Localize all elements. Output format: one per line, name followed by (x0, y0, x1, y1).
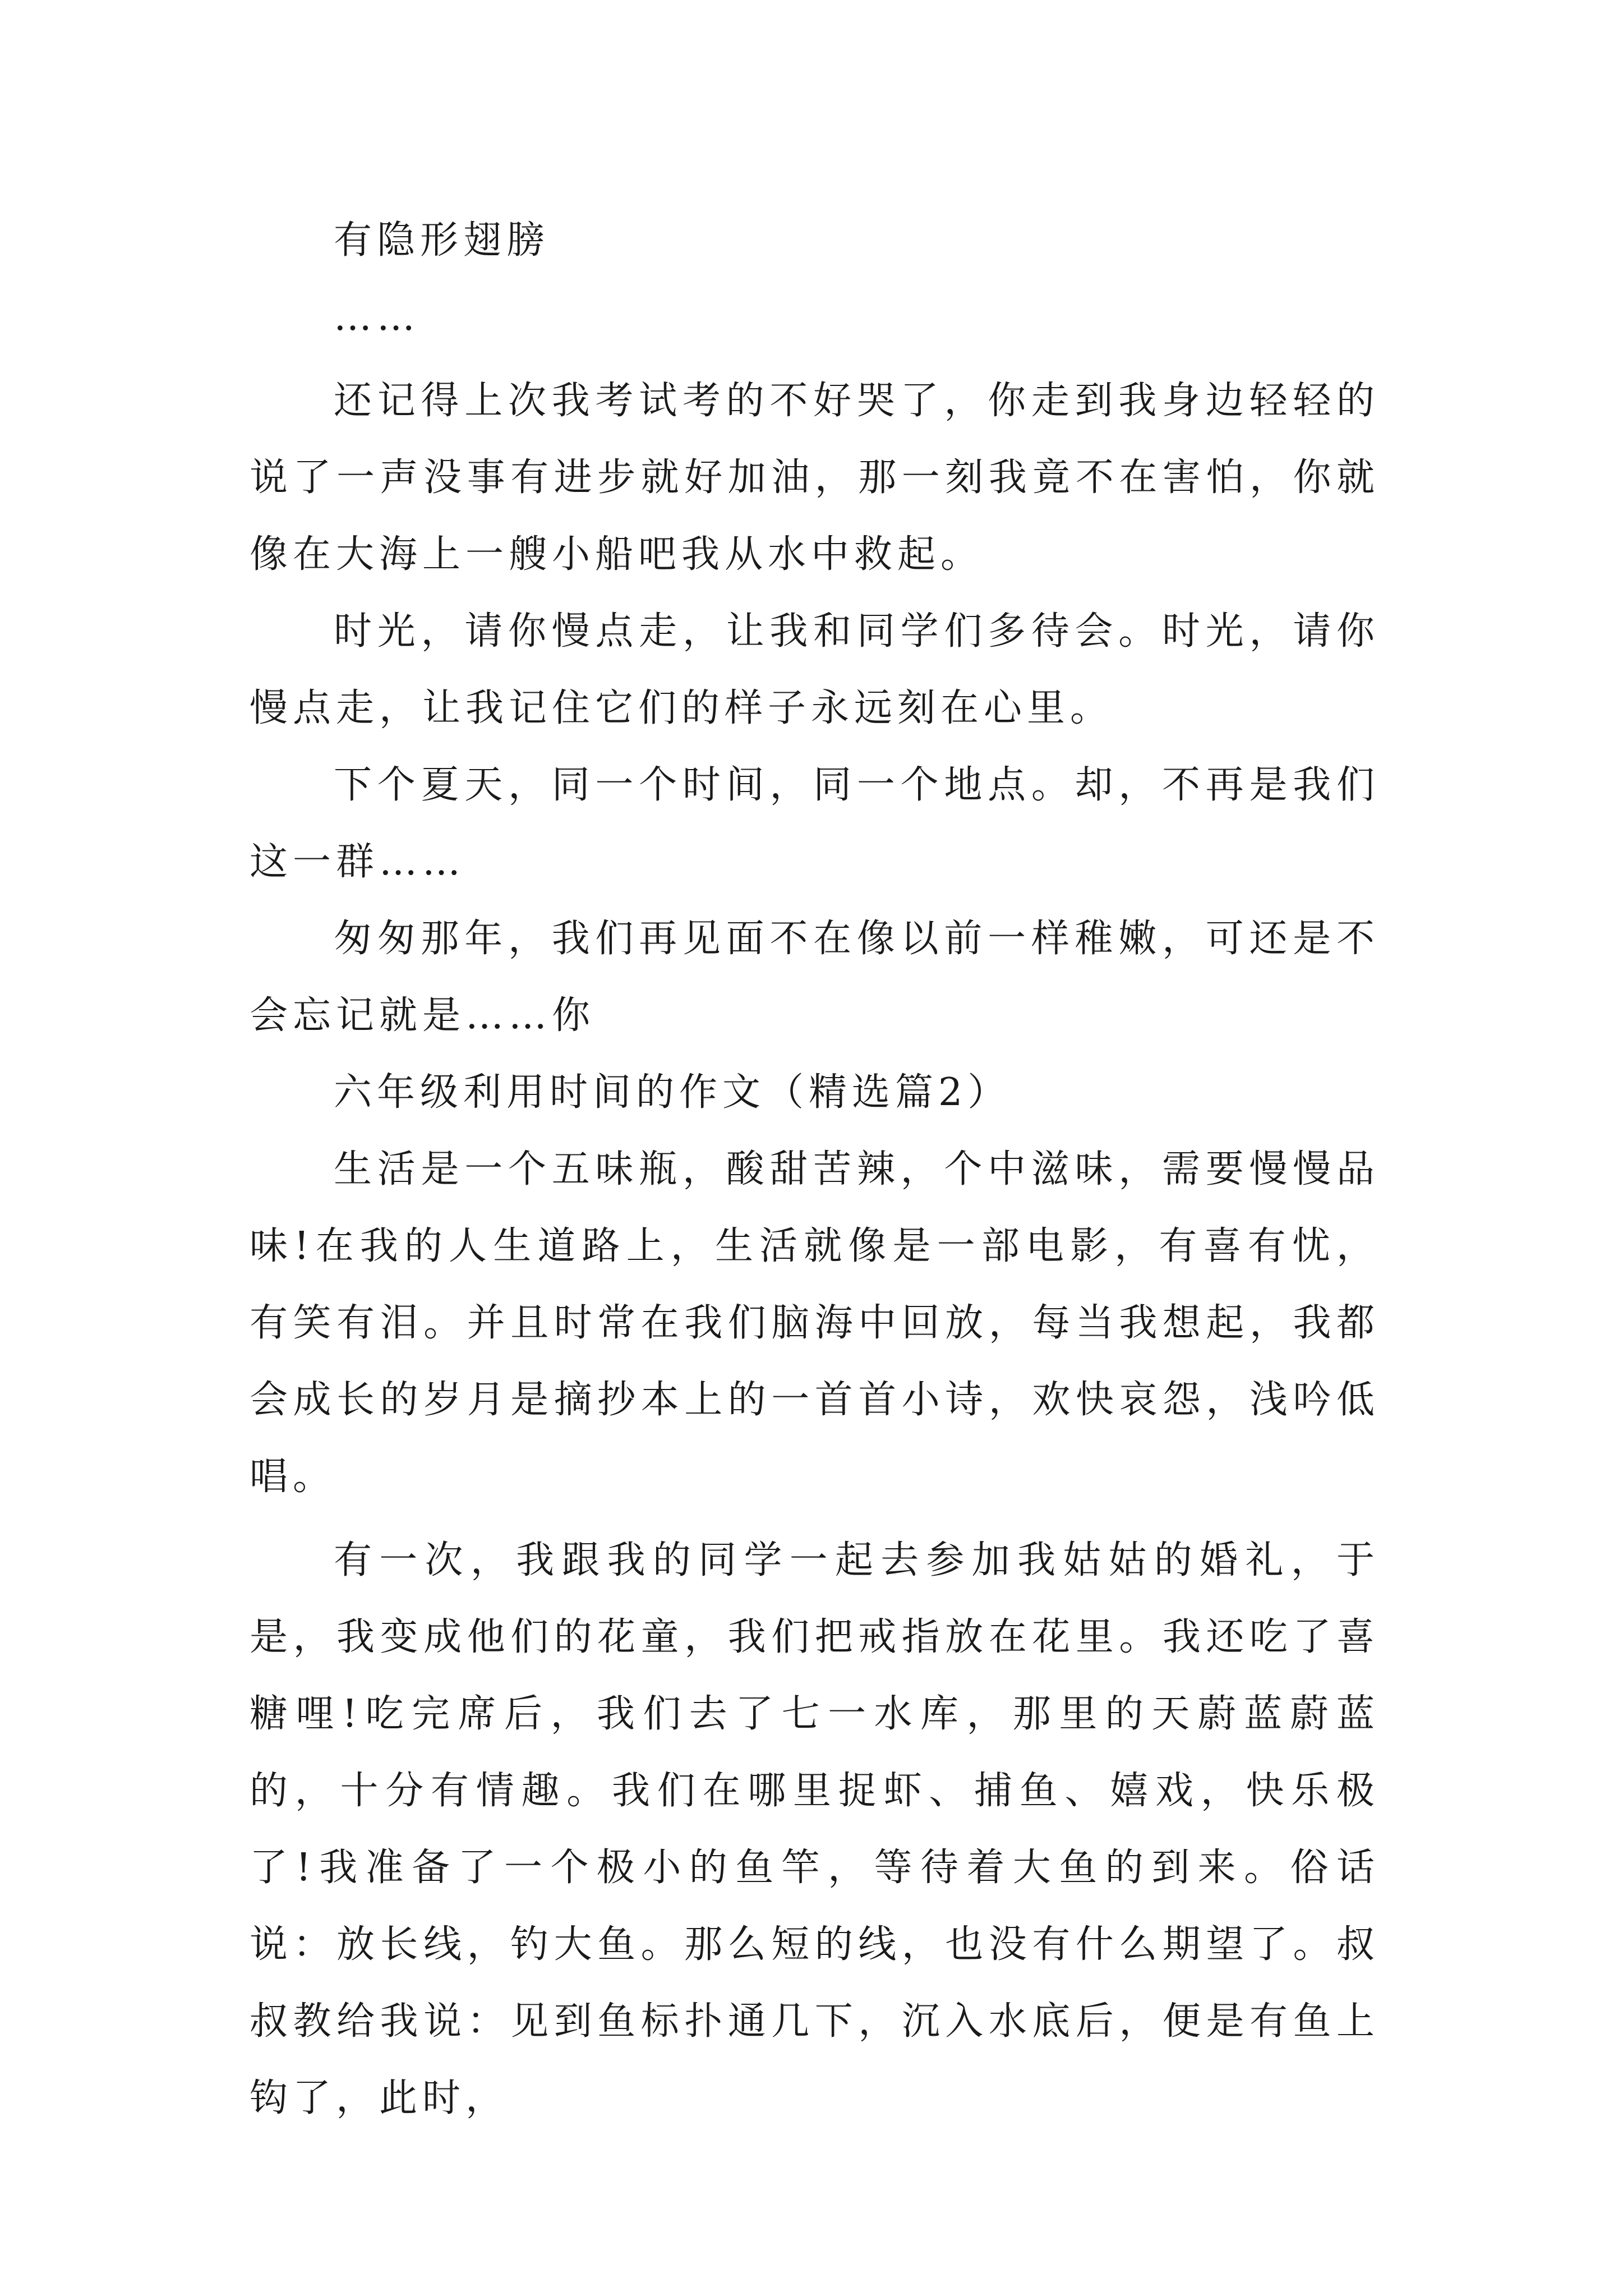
paragraph-5: 下个夏天，同一个时间，同一个地点。却，不再是我们这一群…… (250, 763, 1380, 884)
paragraph-6: 匆匆那年，我们再见面不在像以前一样稚嫩，可还是不会忘记就是……你 (250, 917, 1380, 1038)
document-body (250, 202, 1380, 2137)
paragraph-2: …… (334, 295, 420, 339)
paragraph-7: 生活是一个五味瓶，酸甜苦辣，个中滋味，需要慢慢品味!在我的人生道路上，生活就像是一部电影，有喜有忧，有笑有泪。并且时常在我们脑海中回放，每当我想起，我都会成长的岁月是摘抄本上的一首首小诗，欢快哀怨，浅吟低唱。 (250, 1147, 1380, 1499)
section-heading: 六年级利用时间的作文（精选篇2） (334, 1070, 1011, 1115)
paragraph-8: 有一次，我跟我的同学一起去参加我姑姑的婚礼，于是，我变成他们的花童，我们把戒指放在花里。我还吃了喜糖哩!吃完席后，我们去了七一水库，那里的天蔚蓝蔚蓝的，十分有情趣。我们在哪里捉虾、捕鱼、嬉戏，快乐极了!我准备了一个极小的鱼竿，等待着大鱼的到来。俗话说：放长线，钓大鱼。那么短的线，也没有什么期望了。叔叔教给我说：见到鱼标扑通几下，沉入水底后，便是有鱼上钩了，此时， (250, 1538, 1380, 2120)
paragraph-4: 时光，请你慢点走，让我和同学们多待会。时光，请你慢点走，让我记住它们的样子永远刻在心里。 (250, 609, 1380, 730)
paragraph-1: 有隐形翅膀 (334, 218, 550, 263)
paragraph-3: 还记得上次我考试考的不好哭了，你走到我身边轻轻的说了一声没事有进步就好加油，那一刻我竟不在害怕，你就像在大海上一艘小船吧我从水中救起。 (250, 379, 1380, 577)
